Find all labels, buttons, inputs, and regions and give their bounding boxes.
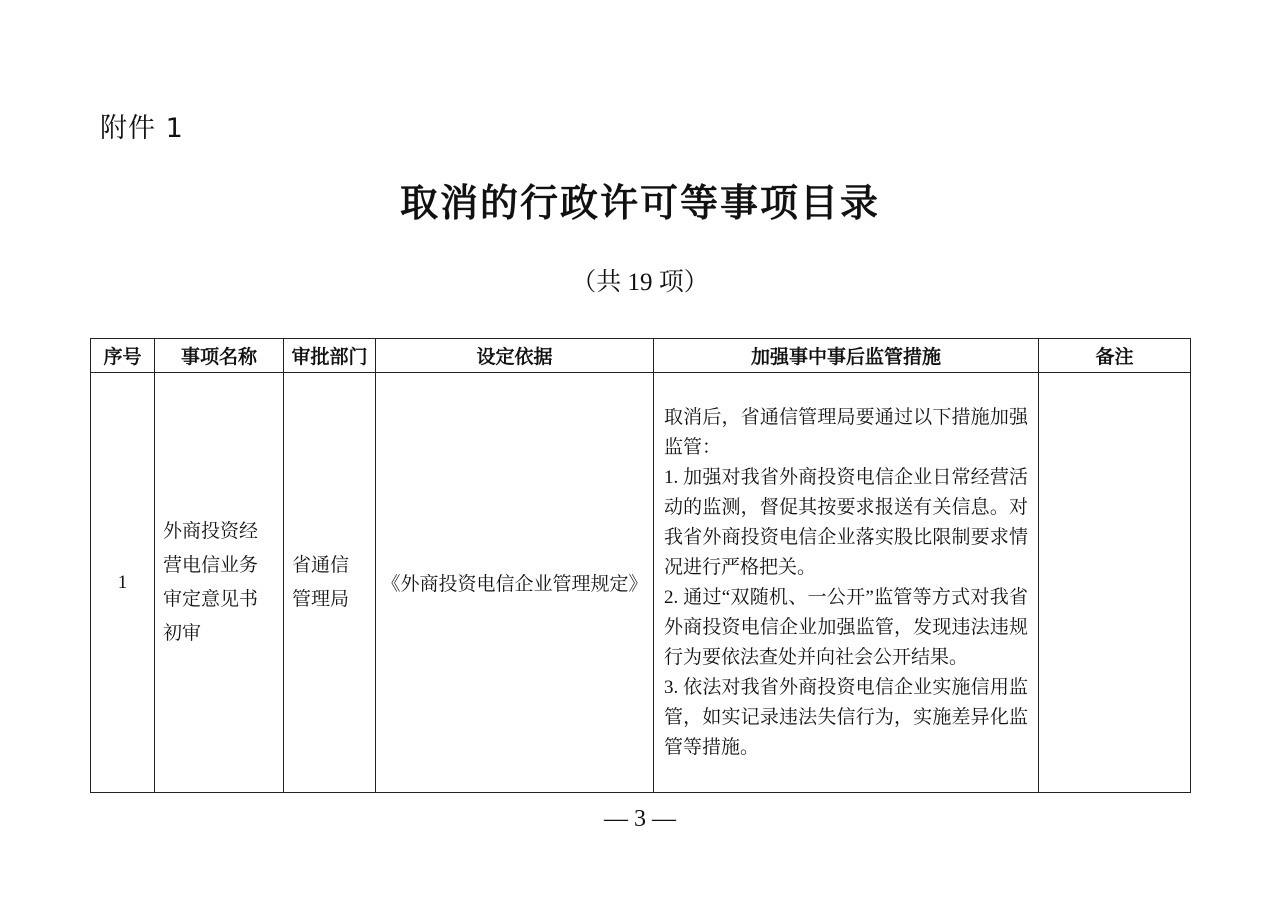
measures-paragraph: 1. 加强对我省外商投资电信企业日常经营活动的监测，督促其按要求报送有关信息。对我省外商投资电信企业落实股比限制要求情况进行严格把关。 xyxy=(664,466,1028,578)
page-title: 取消的行政许可等事项目录 xyxy=(399,181,880,225)
header-legal-basis: 设定依据 xyxy=(376,339,654,373)
header-remarks: 备注 xyxy=(1039,339,1191,373)
item-count-subtitle: （共 19 项） xyxy=(571,269,709,296)
table-row xyxy=(91,373,1191,793)
cell-item-name: 外商投资经营电信业务审定意见书初审 xyxy=(155,373,284,793)
cell-legal-basis: 《外商投资电信企业管理规定》 xyxy=(376,373,654,793)
table-header-row xyxy=(91,339,1191,373)
measures-paragraph: 3. 依法对我省外商投资电信企业实施信用监管，如实记录违法失信行为，实施差异化监管等措施。 xyxy=(664,676,1028,758)
cell-remarks xyxy=(1039,373,1191,793)
cell-index: 1 xyxy=(91,373,155,793)
header-index: 序号 xyxy=(91,339,155,373)
page-number: — 3 — xyxy=(604,806,676,832)
measures-paragraph: 取消后，省通信管理局要通过以下措施加强监管： xyxy=(664,406,1028,458)
header-item-name: 事项名称 xyxy=(155,339,284,373)
measures-paragraph: 2. 通过“双随机、一公开”监管等方式对我省外商投资电信企业加强监管，发现违法违规行为要依法查处并向社会公开结果。 xyxy=(664,586,1028,668)
cell-department: 省通信管理局 xyxy=(284,373,376,793)
catalog-table xyxy=(90,338,1191,793)
header-supervision-measures: 加强事中事后监管措施 xyxy=(654,339,1039,373)
header-department: 审批部门 xyxy=(284,339,376,373)
cell-supervision-measures xyxy=(654,373,1039,793)
attachment-label: 附件 1 xyxy=(100,113,184,144)
